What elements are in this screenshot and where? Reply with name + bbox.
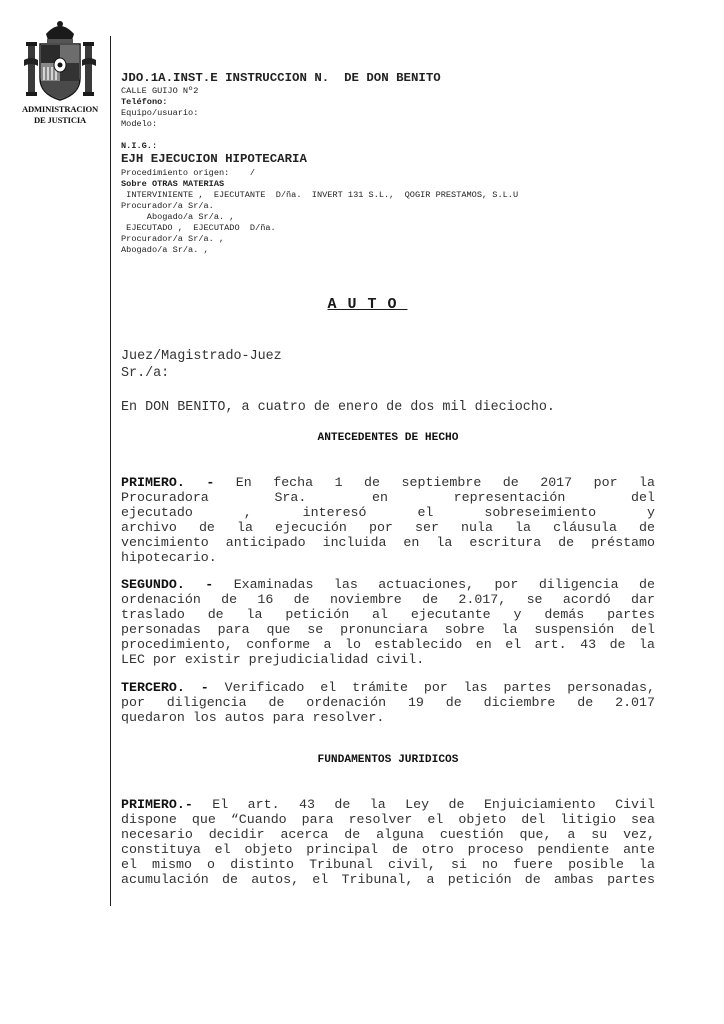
line-text: Examinadas las actuaciones, por diligencia de (233, 577, 655, 592)
logo-line-2: DE JUSTICIA (33, 115, 86, 125)
nig-label (121, 141, 157, 152)
paragraph-label: PRIMERO.- (121, 797, 193, 812)
paragraph-label: PRIMERO. - (121, 475, 215, 490)
administracion-justicia-logo (14, 20, 106, 130)
logo-line-1: ADMINISTRACION (22, 104, 98, 114)
court-name: JDO.1A.INST.E INSTRUCCION N. DE DON BENITO (121, 71, 441, 85)
modelo: Modelo: (121, 119, 158, 129)
paragraph-line: vencimiento anticipado incluida en la escritura de préstamo (121, 535, 655, 551)
ejecutado: EJECUTADO , EJECUTADO D/ña. (121, 223, 276, 233)
paragraph-line: LEC por existir prejudicialidad civil. (121, 652, 425, 668)
equipo-usuario: Equipo/usuario: (121, 108, 199, 118)
paragraph-line: personadas para que se pronunciara sobre la suspensión del (121, 622, 655, 638)
paragraph-label: TERCERO. - (121, 680, 209, 695)
paragraph-line (121, 797, 655, 812)
margin-rule (110, 36, 111, 906)
subject (121, 179, 224, 190)
nig-label-text: N.I.G.: (121, 141, 158, 151)
paragraph-line: ejecutado , interesó el sobreseimiento y (121, 505, 655, 521)
abogado-2: Abogado/a Sr/a. , (121, 245, 209, 255)
paragraph-line: acumulación de autos, el Tribunal, a petición de ambas partes (121, 872, 655, 888)
paragraph-line: por diligencia de ordenación 19 de diciembre de 2.017 (121, 695, 655, 711)
document-title (0, 296, 724, 313)
paragraph-line: necesario decidir acerca de alguna cuestión que, a su vez, (121, 827, 655, 843)
judge-title: Juez/Magistrado-Juez (121, 349, 282, 364)
paragraph-line: quedaron los autos para resolver. (121, 710, 385, 726)
paragraph-line: constituya el objeto principal de otro proceso pendiente ante (121, 842, 655, 858)
paragraph-line: traslado de la petición al ejecutante y demás partes (121, 607, 655, 623)
fundamento-primero (121, 797, 655, 888)
line-text: En fecha 1 de septiembre de 2017 por la (235, 475, 655, 490)
paragraph-line (121, 475, 655, 490)
paragraph-line: ordenación de 16 de noviembre de 2.017, se acordó dar (121, 592, 655, 608)
antecedente-primero (121, 475, 655, 566)
court-address: CALLE GUIJO Nº2 (121, 86, 199, 96)
antecedente-segundo (121, 577, 655, 668)
procurador-2: Procurador/a Sr/a. , (121, 234, 225, 244)
procedure-origin: Procedimiento origen: / (121, 168, 256, 178)
procurador-1: Procurador/a Sr/a. (121, 201, 214, 211)
paragraph-line (121, 577, 655, 592)
interviniente: INTERVINIENTE , EJECUTANTE D/ña. INVERT 131 S.L., QOGIR PRESTAMOS, S.L.U (121, 190, 519, 200)
paragraph-label: SEGUNDO. - (121, 577, 214, 592)
abogado-1: Abogado/a Sr/a. , (121, 212, 235, 222)
paragraph-line (121, 680, 655, 695)
procedure-type: EJH EJECUCION HIPOTECARIA (121, 152, 307, 166)
paragraph-line: dispone que “Cuando para resolver el objeto del litigio sea (121, 812, 655, 828)
fundamentos-heading: FUNDAMENTOS JURIDICOS (317, 754, 459, 766)
phone-label-text: Teléfono: (121, 97, 168, 107)
coat-of-arms-icon (22, 20, 98, 104)
paragraph-line: Procuradora Sra. en representación del (121, 490, 655, 506)
antecedentes-heading: ANTECEDENTES DE HECHO (317, 432, 459, 444)
line-text: Verificado el trámite por las partes personadas, (224, 680, 655, 695)
antecedente-tercero (121, 680, 655, 725)
paragraph-line: hipotecario. (121, 550, 217, 566)
document-title-text: AUTO (327, 296, 408, 313)
judge-sr: Sr./a: (121, 366, 170, 381)
paragraph-line: procedimiento, conforme a lo establecido en el art. 43 de la (121, 637, 655, 653)
paragraph-line: archivo de la ejecución por ser nula la cláusula de (121, 520, 655, 536)
subject-text: Sobre OTRAS MATERIAS (121, 179, 225, 189)
phone-label (121, 97, 167, 108)
line-text: El art. 43 de la Ley de Enjuiciamiento Civil (212, 797, 655, 812)
date-line: En DON BENITO, a cuatro de enero de dos mil dieciocho. (121, 400, 555, 415)
paragraph-line: el mismo o distinto Tribunal civil, si no fuere posible la (121, 857, 655, 873)
